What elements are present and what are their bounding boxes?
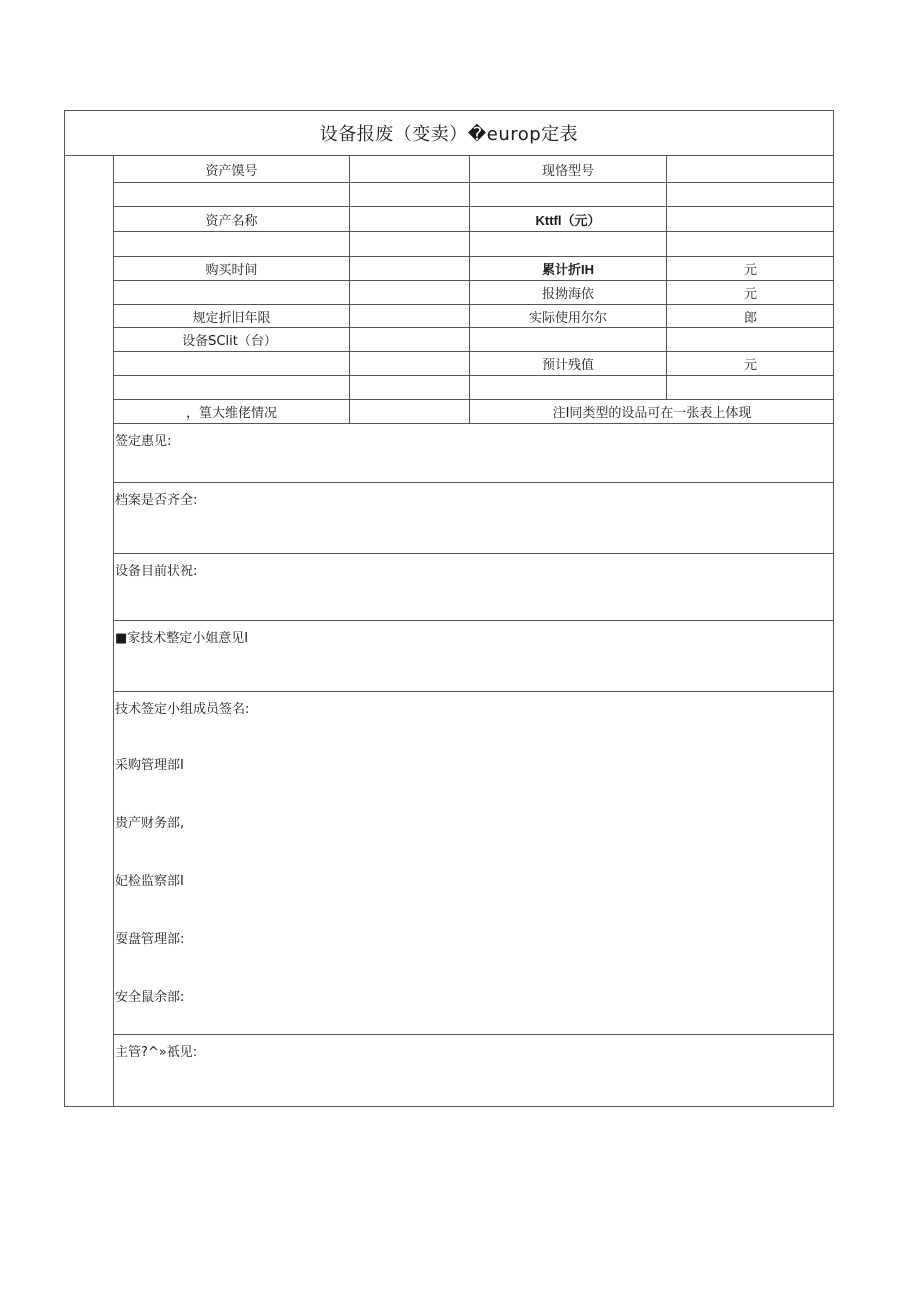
note-same-type-one-form: 注I同类型的设品可在一张表上体现 [552,406,752,421]
label-purchase-date: 购买时间 [114,257,350,280]
grid-cell [350,352,470,375]
grid-cell [470,183,667,206]
grid-row [114,183,834,207]
label-asset-number: 资产馍号 [114,156,350,182]
section-expert-team-opinion [114,621,834,692]
grid-cell [667,232,834,256]
unit-yuan: 元 [743,287,757,302]
label-actual-use-years: 实际使用尔尔 [470,305,667,327]
grid-cell [114,183,350,206]
grid-row [114,328,834,352]
label-estimated-residual: 预计残值 [470,352,667,375]
current-status-label: 设备目前状祝: [115,564,198,579]
signer-management-dept: 耍盘管理部: [115,932,185,947]
label-major-repair-status: ，篁大维佬情况 [114,400,350,423]
section-team-signatures [114,692,834,1035]
value-asset-name [350,207,470,231]
grid-cell [350,232,470,256]
grid-cell [114,352,350,375]
label-depreciation-years: 规定折旧年限 [114,305,350,327]
left-margin-column [64,156,114,1107]
label-equipment-quantity [114,328,350,351]
label-spec-model: 现恪型号 [470,156,667,182]
archive-complete-label: 档案是否齐全: [115,493,198,508]
grid-cell [114,281,350,304]
team-signatures-label: 技术签定小组成员签名: [115,702,250,717]
unit-year: 郎 [743,310,757,326]
section-appraisal-opinion [114,424,834,483]
value-spec-model [667,156,834,182]
grid-row [114,257,834,281]
grid-row [114,207,834,232]
grid-cell [114,376,350,399]
value-depreciation-years [350,305,470,327]
grid-row [114,305,834,328]
grid-cell [470,232,667,256]
grid-cell [350,183,470,206]
expert-team-opinion-label: ■家技术整定小姐意见I [115,631,249,646]
form-title-text: 设备报废（变卖）�europ定表 [319,123,579,145]
grid-cell [470,376,667,399]
signer-audit-dept: 妃检监察部I [115,874,184,889]
label-scrap-net-value: 报拗海依 [470,281,667,304]
unit-yuan: 元 [743,358,757,373]
grid-cell [114,232,350,256]
signer-safety-dept: 安全鼠余部: [115,990,185,1005]
value-asset-number [350,156,470,182]
label-original-value: Kttfl（元） [470,207,667,231]
value-purchase-date [350,257,470,280]
grid-row [114,376,834,400]
unit-yuan: 元 [743,263,757,278]
section-archive-complete [114,483,834,554]
value-major-repair-status [350,400,470,423]
form-title [64,110,834,156]
value-original-value [667,207,834,231]
grid-row [114,156,834,183]
value-equipment-quantity [350,328,470,351]
signer-finance-dept: 贵产财务部, [115,816,185,831]
grid-row [114,232,834,257]
label-accumulated-depreciation: 累计折IH [470,257,667,280]
signer-procurement-dept: 采购管理部I [115,758,184,773]
grid-cell [470,328,667,351]
section-current-status [114,554,834,621]
appraisal-opinion-label: 签定惠见: [115,434,172,449]
grid-row [114,281,834,305]
grid-cell [350,281,470,304]
grid-cell [667,183,834,206]
label-equipment-quantity-text: 设备SClit（台） [182,334,277,349]
section-supervisor-opinion [114,1035,834,1107]
grid-cell [667,376,834,399]
grid-cell [667,328,834,351]
supervisor-opinion-label: 主管?^»祇见: [115,1045,198,1060]
grid-cell [350,376,470,399]
grid-row [114,400,834,424]
label-asset-name: 资产名称 [114,207,350,231]
grid-row [114,352,834,376]
